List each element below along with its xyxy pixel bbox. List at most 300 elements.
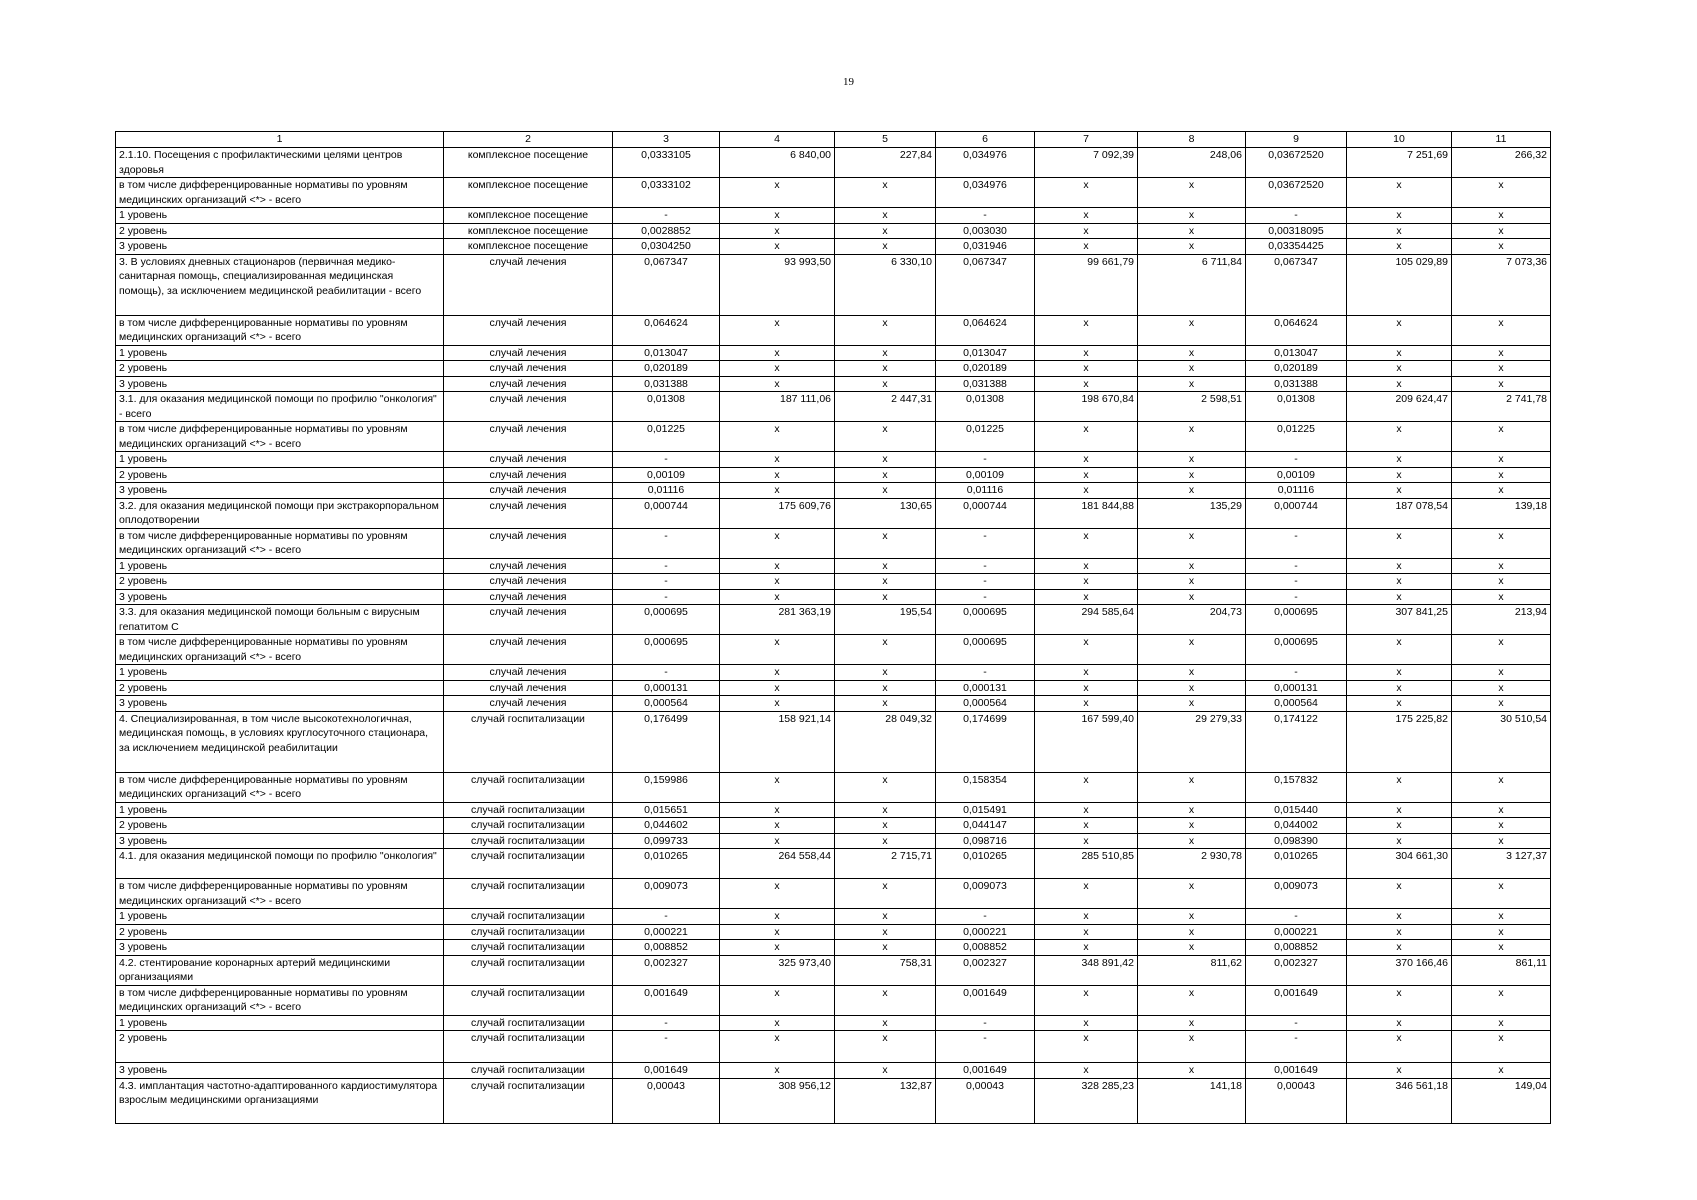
value-cell: х: [1347, 924, 1452, 940]
value-cell: 0,031946: [936, 239, 1035, 255]
value-cell: 307 841,25: [1347, 605, 1452, 635]
value-cell: х: [1138, 802, 1246, 818]
value-cell: х: [835, 665, 936, 681]
value-cell: -: [936, 452, 1035, 468]
value-cell: х: [835, 528, 936, 558]
row-label-cell: 2 уровень: [116, 467, 444, 483]
value-cell: 0,031388: [1246, 376, 1347, 392]
value-cell: х: [1035, 589, 1138, 605]
unit-cell: случай госпитализации: [444, 985, 613, 1015]
value-cell: -: [936, 589, 1035, 605]
value-cell: х: [1347, 833, 1452, 849]
value-cell: х: [1138, 208, 1246, 224]
value-cell: х: [1138, 985, 1246, 1015]
value-cell: х: [1138, 696, 1246, 712]
value-cell: -: [613, 574, 720, 590]
value-cell: х: [720, 1031, 835, 1063]
value-cell: 0,159986: [613, 772, 720, 802]
table-row: [116, 1031, 1551, 1063]
value-cell: 2 447,31: [835, 392, 936, 422]
value-cell: х: [1452, 223, 1551, 239]
unit-cell: комплексное посещение: [444, 148, 613, 178]
value-cell: 6 711,84: [1138, 254, 1246, 315]
value-cell: х: [1452, 635, 1551, 665]
value-cell: -: [936, 528, 1035, 558]
value-cell: х: [1347, 223, 1452, 239]
value-cell: -: [1246, 909, 1347, 925]
value-cell: х: [1347, 361, 1452, 377]
value-cell: -: [613, 452, 720, 468]
value-cell: 0,013047: [613, 345, 720, 361]
value-cell: х: [1347, 467, 1452, 483]
unit-cell: случай лечения: [444, 635, 613, 665]
value-cell: 0,098716: [936, 833, 1035, 849]
value-cell: 0,044602: [613, 818, 720, 834]
value-cell: х: [720, 680, 835, 696]
value-cell: х: [1035, 223, 1138, 239]
unit-cell: случай госпитализации: [444, 955, 613, 985]
value-cell: -: [1246, 528, 1347, 558]
value-cell: х: [1035, 315, 1138, 345]
value-cell: х: [1138, 361, 1246, 377]
value-cell: х: [835, 1031, 936, 1063]
value-cell: х: [1347, 589, 1452, 605]
value-cell: х: [1347, 178, 1452, 208]
value-cell: 0,064624: [1246, 315, 1347, 345]
row-label-cell: 4.3. имплантация частотно-адаптированного кардиостимулятора взрослым медицинскими организациями: [116, 1078, 444, 1123]
unit-cell: случай лечения: [444, 254, 613, 315]
value-cell: 0,000564: [936, 696, 1035, 712]
value-cell: х: [835, 574, 936, 590]
value-cell: 2 741,78: [1452, 392, 1551, 422]
value-cell: -: [613, 558, 720, 574]
table-row: [116, 849, 1551, 879]
value-cell: х: [1035, 940, 1138, 956]
value-cell: х: [835, 223, 936, 239]
value-cell: 0,064624: [936, 315, 1035, 345]
value-cell: х: [1452, 1031, 1551, 1063]
value-cell: 0,008852: [613, 940, 720, 956]
row-label-cell: 3 уровень: [116, 833, 444, 849]
value-cell: х: [1035, 635, 1138, 665]
value-cell: 811,62: [1138, 955, 1246, 985]
value-cell: -: [1246, 1015, 1347, 1031]
value-cell: х: [720, 909, 835, 925]
value-cell: х: [835, 467, 936, 483]
unit-cell: случай госпитализации: [444, 818, 613, 834]
table-row: [116, 696, 1551, 712]
value-cell: х: [1138, 376, 1246, 392]
row-label-cell: 3 уровень: [116, 1063, 444, 1079]
value-cell: 0,067347: [613, 254, 720, 315]
value-cell: х: [1452, 208, 1551, 224]
value-cell: х: [835, 940, 936, 956]
value-cell: 0,002327: [1246, 955, 1347, 985]
value-cell: х: [1138, 924, 1246, 940]
value-cell: х: [1035, 909, 1138, 925]
value-cell: 0,031388: [936, 376, 1035, 392]
value-cell: х: [720, 452, 835, 468]
row-label-cell: 3.3. для оказания медицинской помощи больным с вирусным гепатитом С: [116, 605, 444, 635]
row-label-cell: в том числе дифференцированные нормативы по уровням медицинских организаций <*> - всего: [116, 985, 444, 1015]
value-cell: 0,044002: [1246, 818, 1347, 834]
value-cell: 195,54: [835, 605, 936, 635]
value-cell: 0,001649: [936, 1063, 1035, 1079]
value-cell: х: [720, 818, 835, 834]
table-row: [116, 985, 1551, 1015]
value-cell: 0,000131: [1246, 680, 1347, 696]
value-cell: -: [1246, 452, 1347, 468]
row-label-cell: 1 уровень: [116, 1015, 444, 1031]
table-row: [116, 924, 1551, 940]
value-cell: х: [1138, 467, 1246, 483]
row-label-cell: в том числе дифференцированные нормативы по уровням медицинских организаций <*> - всего: [116, 178, 444, 208]
value-cell: х: [1035, 696, 1138, 712]
value-cell: х: [1452, 361, 1551, 377]
value-cell: 0,00318095: [1246, 223, 1347, 239]
value-cell: х: [1452, 985, 1551, 1015]
value-cell: х: [1138, 833, 1246, 849]
row-label-cell: 2 уровень: [116, 818, 444, 834]
column-header: 5: [835, 132, 936, 148]
unit-cell: комплексное посещение: [444, 239, 613, 255]
row-label-cell: 4.1. для оказания медицинской помощи по профилю "онкология": [116, 849, 444, 879]
value-cell: х: [1347, 940, 1452, 956]
value-cell: х: [1452, 665, 1551, 681]
value-cell: -: [936, 1015, 1035, 1031]
value-cell: х: [720, 589, 835, 605]
row-label-cell: 3 уровень: [116, 483, 444, 499]
row-label-cell: 2 уровень: [116, 223, 444, 239]
unit-cell: комплексное посещение: [444, 208, 613, 224]
value-cell: -: [613, 1015, 720, 1031]
value-cell: 7 073,36: [1452, 254, 1551, 315]
value-cell: 0,034976: [936, 148, 1035, 178]
table-row: [116, 376, 1551, 392]
value-cell: х: [1452, 467, 1551, 483]
value-cell: х: [1452, 696, 1551, 712]
value-cell: х: [1452, 680, 1551, 696]
value-cell: -: [1246, 589, 1347, 605]
value-cell: -: [613, 909, 720, 925]
value-cell: 0,013047: [936, 345, 1035, 361]
row-label-cell: в том числе дифференцированные нормативы по уровням медицинских организаций <*> - всего: [116, 315, 444, 345]
table-row: [116, 239, 1551, 255]
value-cell: 139,18: [1452, 498, 1551, 528]
value-cell: 0,000695: [613, 635, 720, 665]
value-cell: х: [1347, 1031, 1452, 1063]
value-cell: х: [1138, 345, 1246, 361]
value-cell: х: [1035, 772, 1138, 802]
value-cell: 0,01225: [936, 422, 1035, 452]
value-cell: -: [936, 665, 1035, 681]
value-cell: х: [1138, 818, 1246, 834]
value-cell: 0,000221: [936, 924, 1035, 940]
value-cell: 0,01308: [1246, 392, 1347, 422]
value-cell: 167 599,40: [1035, 711, 1138, 772]
column-header: 8: [1138, 132, 1246, 148]
row-label-cell: 2 уровень: [116, 680, 444, 696]
value-cell: х: [835, 696, 936, 712]
value-cell: х: [835, 985, 936, 1015]
value-cell: х: [835, 558, 936, 574]
table-row: [116, 528, 1551, 558]
value-cell: 0,003030: [936, 223, 1035, 239]
value-cell: 0,001649: [613, 1063, 720, 1079]
value-cell: 0,174699: [936, 711, 1035, 772]
value-cell: 7 251,69: [1347, 148, 1452, 178]
value-cell: х: [1138, 483, 1246, 499]
value-cell: х: [1035, 345, 1138, 361]
value-cell: 0,020189: [936, 361, 1035, 377]
value-cell: х: [1347, 696, 1452, 712]
value-cell: 266,32: [1452, 148, 1551, 178]
value-cell: 0,000744: [936, 498, 1035, 528]
unit-cell: случай лечения: [444, 376, 613, 392]
value-cell: х: [720, 696, 835, 712]
value-cell: х: [1347, 680, 1452, 696]
table-row: [116, 498, 1551, 528]
value-cell: 0,0304250: [613, 239, 720, 255]
value-cell: 0,01225: [613, 422, 720, 452]
unit-cell: случай лечения: [444, 483, 613, 499]
value-cell: 181 844,88: [1035, 498, 1138, 528]
value-cell: х: [1452, 376, 1551, 392]
value-cell: х: [1035, 924, 1138, 940]
value-cell: х: [835, 345, 936, 361]
value-cell: 0,01308: [613, 392, 720, 422]
value-cell: 281 363,19: [720, 605, 835, 635]
column-header: 7: [1035, 132, 1138, 148]
value-cell: х: [1138, 680, 1246, 696]
value-cell: х: [1138, 574, 1246, 590]
unit-cell: случай лечения: [444, 345, 613, 361]
row-label-cell: 2 уровень: [116, 361, 444, 377]
value-cell: х: [1347, 985, 1452, 1015]
value-cell: х: [1138, 558, 1246, 574]
value-cell: х: [720, 833, 835, 849]
value-cell: х: [1138, 422, 1246, 452]
value-cell: 204,73: [1138, 605, 1246, 635]
value-cell: х: [835, 452, 936, 468]
value-cell: 0,000695: [1246, 605, 1347, 635]
column-header: 4: [720, 132, 835, 148]
value-cell: х: [720, 239, 835, 255]
value-cell: х: [720, 558, 835, 574]
value-cell: х: [1452, 558, 1551, 574]
value-cell: х: [720, 208, 835, 224]
value-cell: х: [720, 376, 835, 392]
value-cell: 0,015440: [1246, 802, 1347, 818]
table-row: [116, 148, 1551, 178]
value-cell: 0,013047: [1246, 345, 1347, 361]
value-cell: -: [1246, 1031, 1347, 1063]
row-label-cell: в том числе дифференцированные нормативы по уровням медицинских организаций <*> - всего: [116, 422, 444, 452]
value-cell: 132,87: [835, 1078, 936, 1123]
unit-cell: случай лечения: [444, 589, 613, 605]
value-cell: 105 029,89: [1347, 254, 1452, 315]
table-row: [116, 361, 1551, 377]
value-cell: 0,034976: [936, 178, 1035, 208]
value-cell: -: [613, 208, 720, 224]
row-label-cell: 3 уровень: [116, 376, 444, 392]
value-cell: х: [1035, 574, 1138, 590]
value-cell: х: [1035, 665, 1138, 681]
value-cell: х: [835, 315, 936, 345]
column-header: 10: [1347, 132, 1452, 148]
value-cell: 149,04: [1452, 1078, 1551, 1123]
value-cell: 6 330,10: [835, 254, 936, 315]
value-cell: х: [1452, 422, 1551, 452]
table-row: [116, 665, 1551, 681]
value-cell: х: [1138, 452, 1246, 468]
value-cell: 0,000695: [613, 605, 720, 635]
page-number: 19: [843, 76, 854, 88]
value-cell: -: [1246, 208, 1347, 224]
row-label-cell: в том числе дифференцированные нормативы по уровням медицинских организаций <*> - всего: [116, 528, 444, 558]
value-cell: х: [720, 315, 835, 345]
row-label-cell: 2 уровень: [116, 1031, 444, 1063]
value-cell: х: [835, 422, 936, 452]
unit-cell: случай госпитализации: [444, 924, 613, 940]
value-cell: 0,0028852: [613, 223, 720, 239]
value-cell: х: [835, 909, 936, 925]
value-cell: 0,00109: [613, 467, 720, 483]
value-cell: 0,158354: [936, 772, 1035, 802]
value-cell: х: [1347, 1063, 1452, 1079]
table-row: [116, 422, 1551, 452]
value-cell: х: [720, 345, 835, 361]
value-cell: 0,03672520: [1246, 148, 1347, 178]
row-label-cell: 3. В условиях дневных стационаров (первичная медико-санитарная помощь, специализированная медицинская помощь), за исключением медицинской реабилитации - всего: [116, 254, 444, 315]
value-cell: х: [720, 1015, 835, 1031]
value-cell: х: [1035, 802, 1138, 818]
value-cell: 0,031388: [613, 376, 720, 392]
value-cell: 0,01116: [613, 483, 720, 499]
value-cell: х: [1452, 833, 1551, 849]
value-cell: -: [1246, 574, 1347, 590]
row-label-cell: 2 уровень: [116, 924, 444, 940]
row-label-cell: 1 уровень: [116, 208, 444, 224]
table-row: [116, 879, 1551, 909]
row-label-cell: в том числе дифференцированные нормативы по уровням медицинских организаций <*> - всего: [116, 772, 444, 802]
value-cell: 29 279,33: [1138, 711, 1246, 772]
value-cell: х: [720, 635, 835, 665]
value-cell: 285 510,85: [1035, 849, 1138, 879]
value-cell: 175 609,76: [720, 498, 835, 528]
value-cell: 0,01225: [1246, 422, 1347, 452]
value-cell: 248,06: [1138, 148, 1246, 178]
value-cell: х: [1138, 178, 1246, 208]
value-cell: х: [1138, 1031, 1246, 1063]
value-cell: х: [1138, 772, 1246, 802]
value-cell: х: [720, 924, 835, 940]
value-cell: 0,000221: [613, 924, 720, 940]
value-cell: 0,000695: [1246, 635, 1347, 665]
value-cell: 2 930,78: [1138, 849, 1246, 879]
column-header: 2: [444, 132, 613, 148]
value-cell: х: [835, 833, 936, 849]
value-cell: -: [936, 208, 1035, 224]
value-cell: 0,009073: [613, 879, 720, 909]
unit-cell: случай госпитализации: [444, 849, 613, 879]
value-cell: х: [1138, 315, 1246, 345]
unit-cell: случай госпитализации: [444, 879, 613, 909]
value-cell: -: [613, 665, 720, 681]
value-cell: 0,001649: [1246, 1063, 1347, 1079]
value-cell: 209 624,47: [1347, 392, 1452, 422]
row-label-cell: в том числе дифференцированные нормативы по уровням медицинских организаций <*> - всего: [116, 635, 444, 665]
value-cell: 0,001649: [613, 985, 720, 1015]
value-cell: 0,020189: [1246, 361, 1347, 377]
unit-cell: случай лечения: [444, 422, 613, 452]
table-row: [116, 772, 1551, 802]
value-cell: х: [1452, 589, 1551, 605]
table-row: [116, 467, 1551, 483]
table-row: [116, 711, 1551, 772]
norms-table: [115, 131, 1551, 1124]
value-cell: х: [1035, 1063, 1138, 1079]
value-cell: х: [835, 178, 936, 208]
table-row: [116, 574, 1551, 590]
value-cell: 325 973,40: [720, 955, 835, 985]
value-cell: х: [1347, 909, 1452, 925]
unit-cell: случай госпитализации: [444, 1078, 613, 1123]
value-cell: х: [1138, 223, 1246, 239]
value-cell: х: [1452, 802, 1551, 818]
value-cell: х: [1035, 1015, 1138, 1031]
table-row: [116, 208, 1551, 224]
value-cell: х: [1347, 452, 1452, 468]
value-cell: х: [1347, 483, 1452, 499]
table-row: [116, 955, 1551, 985]
value-cell: х: [1347, 376, 1452, 392]
value-cell: 0,001649: [936, 985, 1035, 1015]
unit-cell: случай лечения: [444, 361, 613, 377]
value-cell: 0,0333105: [613, 148, 720, 178]
table-row: [116, 558, 1551, 574]
value-cell: х: [1035, 483, 1138, 499]
value-cell: х: [720, 772, 835, 802]
value-cell: х: [1347, 422, 1452, 452]
row-label-cell: 4.2. стентирование коронарных артерий медицинскими организациями: [116, 955, 444, 985]
value-cell: 328 285,23: [1035, 1078, 1138, 1123]
header-row: [116, 132, 1551, 148]
value-cell: х: [1452, 452, 1551, 468]
value-cell: х: [1035, 239, 1138, 255]
value-cell: х: [835, 1015, 936, 1031]
row-label-cell: 4. Специализированная, в том числе высокотехнологичная, медицинская помощь, в условиях круглосуточного стационара, за исключением медицинской реабилитации: [116, 711, 444, 772]
table-row: [116, 802, 1551, 818]
value-cell: 0,064624: [613, 315, 720, 345]
value-cell: 6 840,00: [720, 148, 835, 178]
value-cell: 0,008852: [1246, 940, 1347, 956]
value-cell: х: [835, 589, 936, 605]
value-cell: х: [1035, 467, 1138, 483]
value-cell: -: [613, 528, 720, 558]
value-cell: х: [1452, 315, 1551, 345]
value-cell: х: [1035, 361, 1138, 377]
value-cell: х: [835, 361, 936, 377]
unit-cell: случай лечения: [444, 680, 613, 696]
table-row: [116, 1015, 1551, 1031]
value-cell: х: [1035, 208, 1138, 224]
value-cell: 308 956,12: [720, 1078, 835, 1123]
value-cell: х: [835, 208, 936, 224]
value-cell: х: [1138, 1015, 1246, 1031]
row-label-cell: 2.1.10. Посещения с профилактическими целями центров здоровья: [116, 148, 444, 178]
value-cell: 348 891,42: [1035, 955, 1138, 985]
